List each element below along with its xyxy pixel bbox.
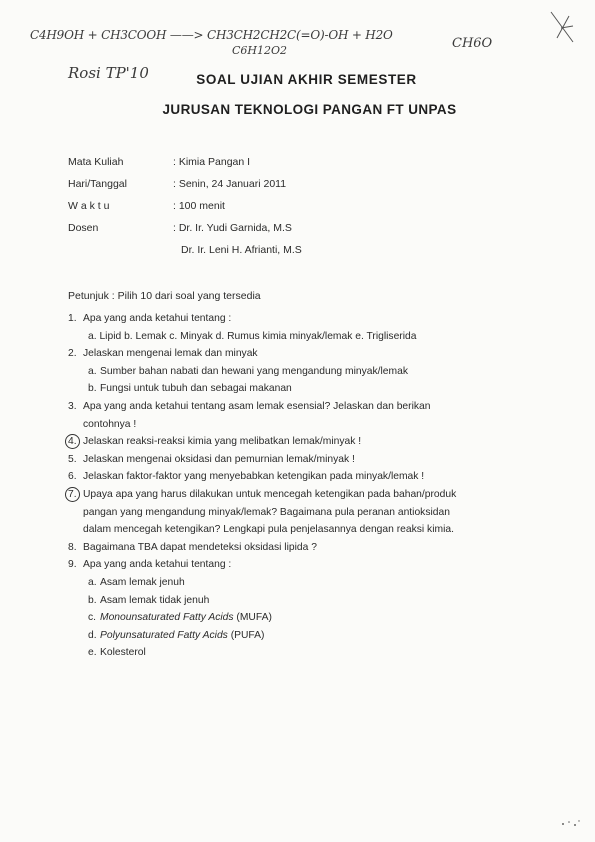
question-text: contohnya ! xyxy=(83,418,137,430)
exam-info xyxy=(68,151,302,261)
question-4 xyxy=(68,433,528,451)
question-number: 1. xyxy=(68,313,77,324)
question-2-sub-b xyxy=(68,380,528,398)
sub-text: Kolesterol xyxy=(100,647,146,659)
sub-letter: a. xyxy=(88,365,97,377)
info-label: Dosen xyxy=(68,222,99,234)
question-text: Jelaskan faktor-faktor yang menyebabkan ketengikan pada minyak/lemak ! xyxy=(83,471,425,483)
department-title: JURUSAN TEKNOLOGI PANGAN FT UNPAS xyxy=(162,102,457,117)
info-value: : Kimia Pangan I xyxy=(173,156,251,168)
question-number: 3. xyxy=(68,400,77,412)
scan-specks-icon xyxy=(559,818,583,828)
sub-text: Asam lemak tidak jenuh xyxy=(100,594,210,606)
circle-mark-icon xyxy=(65,434,80,449)
question-7-continued xyxy=(68,521,528,539)
question-text: Apa yang anda ketahui tentang : xyxy=(83,313,232,324)
question-text: Upaya apa yang harus dilakukan untuk mencegah ketengikan pada bahan/produk xyxy=(83,488,457,500)
handwritten-product: C6H12O2 xyxy=(232,44,288,57)
question-1 xyxy=(68,310,528,328)
question-list xyxy=(68,310,528,662)
info-value: : Senin, 24 Januari 2011 xyxy=(173,178,287,190)
question-text: Jelaskan mengenai oksidasi dan pemurnian lemak/minyak ! xyxy=(83,453,355,465)
circle-mark-icon xyxy=(65,487,80,502)
question-6 xyxy=(68,468,528,486)
question-text: Bagaimana TBA dapat mendeteksi oksidasi lipida ? xyxy=(83,541,317,553)
info-row-date xyxy=(68,173,302,195)
question-9-sub-d xyxy=(68,627,528,645)
sub-letter: b. xyxy=(88,383,97,395)
sub-letter: e. xyxy=(88,647,97,659)
info-value: : 100 menit xyxy=(173,200,225,212)
question-7 xyxy=(68,486,528,504)
sub-letter: a. xyxy=(88,576,97,588)
info-value: : Dr. Ir. Yudi Garnida, M.S xyxy=(173,222,292,234)
question-9-sub-e xyxy=(68,644,528,662)
question-9-sub-b xyxy=(68,592,528,610)
sub-suffix: (MUFA) xyxy=(233,612,272,624)
sub-suffix: (PUFA) xyxy=(227,629,265,641)
info-label: Mata Kuliah xyxy=(68,156,124,168)
info-row-time xyxy=(68,195,302,217)
sub-text: Polyunsaturated Fatty Acids xyxy=(100,629,228,641)
exam-title: SOAL UJIAN AKHIR SEMESTER xyxy=(196,72,417,87)
info-label: W a k t u xyxy=(68,200,110,212)
question-number: 5. xyxy=(68,453,77,465)
question-7-continued xyxy=(68,504,528,522)
question-text: Jelaskan mengenai lemak dan minyak xyxy=(83,348,258,360)
question-5 xyxy=(68,451,528,469)
sub-text: a. Lipid b. Lemak c. Minyak d. Rumus kimia minyak/lemak e. Trigliserida xyxy=(88,330,417,342)
info-second-lecturer: Dr. Ir. Leni H. Afrianti, M.S xyxy=(181,244,302,256)
question-8 xyxy=(68,539,528,557)
question-number: 4. xyxy=(68,436,77,448)
sub-text: Fungsi untuk tubuh dan sebagai makanan xyxy=(100,383,292,395)
question-text: dalam mencegah ketengikan? Lengkapi pula penjelasannya dengan reaksi kimia. xyxy=(83,524,454,536)
question-text: Jelaskan reaksi-reaksi kimia yang melibatkan lemak/minyak ! xyxy=(83,436,362,448)
question-3 xyxy=(68,398,528,416)
sub-letter: d. xyxy=(88,629,97,641)
sub-text: Asam lemak jenuh xyxy=(100,576,185,588)
sub-text: Monounsaturated Fatty Acids xyxy=(100,612,234,624)
question-number: 8. xyxy=(68,541,77,553)
handwritten-note: CH6O xyxy=(452,36,493,51)
question-1-options xyxy=(68,328,528,346)
question-9 xyxy=(68,556,528,574)
question-2-sub-a xyxy=(68,363,528,381)
sub-text: Sumber bahan nabati dan hewani yang mengandung minyak/lemak xyxy=(100,365,408,377)
question-text: Apa yang anda ketahui tentang asam lemak esensial? Jelaskan dan berikan xyxy=(83,400,431,412)
info-row-course xyxy=(68,151,302,173)
instructions: Petunjuk : Pilih 10 dari soal yang tersedia xyxy=(68,290,261,302)
question-text: Apa yang anda ketahui tentang : xyxy=(83,559,232,571)
question-number: 2. xyxy=(68,348,77,360)
question-9-sub-c xyxy=(68,609,528,627)
sub-letter: b. xyxy=(88,594,97,606)
question-2 xyxy=(68,345,528,363)
sub-letter: c. xyxy=(88,612,97,624)
question-number: 7. xyxy=(68,488,77,500)
question-text: pangan yang mengandung minyak/lemak? Bagaimana pula peranan antioksidan xyxy=(83,506,450,518)
handwritten-formula: C4H9OH + CH3COOH ——> CH3CH2CH2C(=O)-OH + H2O xyxy=(30,28,393,42)
question-number: 6. xyxy=(68,471,77,483)
info-row-lecturer xyxy=(68,217,302,239)
corner-scribble-icon xyxy=(547,8,577,48)
question-number: 9. xyxy=(68,559,77,571)
handwritten-name: Rosi TP'10 xyxy=(68,64,149,82)
info-label: Hari/Tanggal xyxy=(68,178,127,190)
question-3-continued xyxy=(68,416,528,434)
question-9-sub-a xyxy=(68,574,528,592)
